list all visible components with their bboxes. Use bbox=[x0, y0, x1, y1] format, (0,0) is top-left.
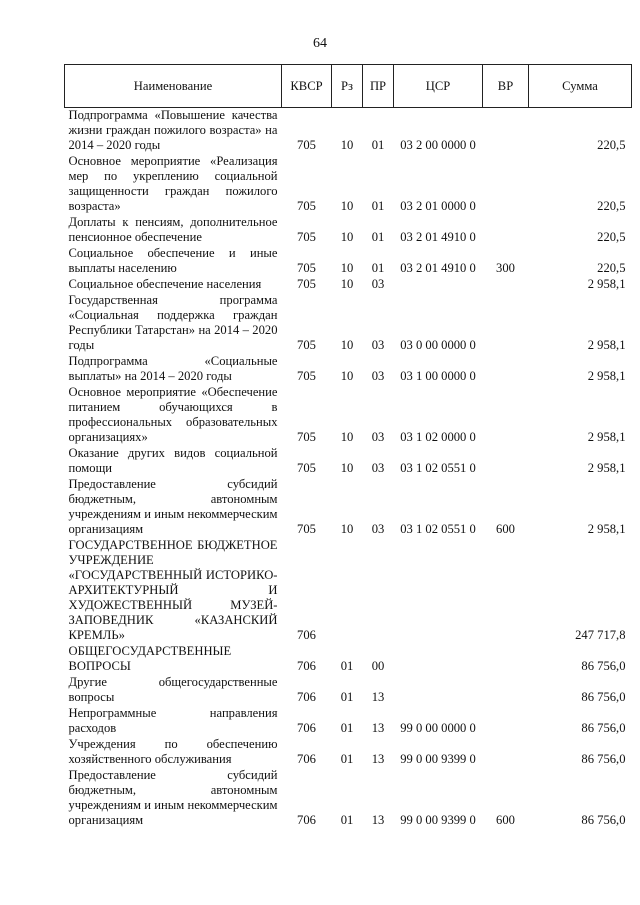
cell-name: Предоставление субсидий бюджетным, автономным учреждениям и иным некоммерческим организациям bbox=[68, 768, 278, 827]
table-row bbox=[65, 768, 632, 829]
cell-csr: 03 1 02 0551 0 bbox=[400, 522, 476, 536]
cell-csr: 03 2 01 4910 0 bbox=[400, 261, 476, 275]
cell-sum: 247 717,8 bbox=[575, 628, 626, 642]
cell-rz: 10 bbox=[340, 277, 354, 291]
cell-kvsr: 706 bbox=[297, 659, 316, 673]
cell-csr: 03 2 01 0000 0 bbox=[400, 199, 476, 213]
table-row bbox=[65, 737, 632, 768]
cell-name: ГОСУДАРСТВЕННОЕ БЮДЖЕТНОЕ УЧРЕЖДЕНИЕ «ГОСУДАРСТВЕННЫЙ ИСТОРИКО-АРХИТЕКТУРНЫЙ И ХУДОЖЕСТВЕННЫЙ МУЗЕЙ-ЗАПОВЕДНИК «КАЗАНСКИЙ КРЕМЛЬ» bbox=[68, 538, 278, 642]
cell-csr: 03 2 01 4910 0 bbox=[400, 230, 476, 244]
cell-kvsr: 705 bbox=[297, 230, 316, 244]
table-row bbox=[65, 644, 632, 675]
cell-kvsr: 705 bbox=[297, 138, 316, 152]
cell-vr bbox=[483, 675, 529, 706]
cell-kvsr: 706 bbox=[297, 721, 316, 735]
cell-name: Оказание других видов социальной помощи bbox=[68, 446, 278, 475]
header-pr: ПР bbox=[363, 65, 394, 108]
cell-sum: 220,5 bbox=[597, 199, 626, 213]
cell-sum: 2 958,1 bbox=[587, 369, 626, 383]
cell-rz: 10 bbox=[340, 338, 354, 352]
cell-csr: 99 0 00 0000 0 bbox=[400, 721, 476, 735]
cell-rz: 10 bbox=[340, 230, 354, 244]
cell-name: Основное мероприятие «Реализация мер по укреплению социальной защищенности граждан пожилого возраста» bbox=[68, 154, 278, 213]
cell-rz: 01 bbox=[340, 813, 354, 827]
table-row bbox=[65, 246, 632, 277]
cell-csr: 99 0 00 9399 0 bbox=[400, 813, 476, 827]
cell-rz: 01 bbox=[340, 690, 354, 704]
cell-pr: 13 bbox=[371, 752, 385, 766]
cell-vr bbox=[483, 737, 529, 768]
cell-csr bbox=[394, 644, 483, 675]
cell-name: Доплаты к пенсиям, дополнительное пенсионное обеспечение bbox=[68, 215, 278, 244]
cell-sum: 86 756,0 bbox=[581, 813, 626, 827]
cell-csr: 03 1 00 0000 0 bbox=[400, 369, 476, 383]
cell-rz bbox=[332, 538, 363, 644]
cell-pr: 13 bbox=[371, 690, 385, 704]
cell-pr: 03 bbox=[371, 369, 385, 383]
cell-pr: 03 bbox=[371, 338, 385, 352]
cell-vr bbox=[483, 538, 529, 644]
cell-sum: 2 958,1 bbox=[587, 338, 626, 352]
cell-rz: 01 bbox=[340, 659, 354, 673]
cell-kvsr: 706 bbox=[297, 690, 316, 704]
cell-sum: 86 756,0 bbox=[581, 721, 626, 735]
cell-vr: 300 bbox=[496, 261, 515, 275]
table-row bbox=[65, 706, 632, 737]
cell-sum: 86 756,0 bbox=[581, 690, 626, 704]
table-row bbox=[65, 154, 632, 215]
table-row bbox=[65, 446, 632, 477]
header-name: Наименование bbox=[65, 65, 282, 108]
cell-rz: 10 bbox=[340, 369, 354, 383]
cell-pr: 03 bbox=[371, 461, 385, 475]
cell-csr bbox=[394, 675, 483, 706]
cell-csr bbox=[394, 277, 483, 293]
table-row bbox=[65, 277, 632, 293]
cell-csr: 03 0 00 0000 0 bbox=[400, 338, 476, 352]
budget-table bbox=[64, 64, 632, 829]
cell-rz: 01 bbox=[340, 721, 354, 735]
cell-vr bbox=[483, 644, 529, 675]
cell-sum: 220,5 bbox=[597, 138, 626, 152]
cell-pr bbox=[363, 538, 394, 644]
cell-name: Подпрограмма «Социальные выплаты» на 2014 – 2020 годы bbox=[68, 354, 278, 383]
header-kvsr: КВСР bbox=[282, 65, 332, 108]
cell-rz: 10 bbox=[340, 522, 354, 536]
cell-name: Социальное обеспечение и иные выплаты населению bbox=[68, 246, 278, 275]
header-csr: ЦСР bbox=[394, 65, 483, 108]
cell-sum: 86 756,0 bbox=[581, 659, 626, 673]
cell-vr: 600 bbox=[496, 522, 515, 536]
cell-pr: 13 bbox=[371, 813, 385, 827]
cell-vr bbox=[483, 293, 529, 354]
cell-name: Учреждения по обеспечению хозяйственного обслуживания bbox=[68, 737, 278, 766]
cell-pr: 01 bbox=[371, 261, 385, 275]
cell-pr: 03 bbox=[371, 430, 385, 444]
cell-vr bbox=[483, 354, 529, 385]
header-rz: Рз bbox=[332, 65, 363, 108]
cell-vr bbox=[483, 706, 529, 737]
table-row bbox=[65, 675, 632, 706]
cell-pr: 01 bbox=[371, 230, 385, 244]
cell-kvsr: 706 bbox=[297, 752, 316, 766]
table-row bbox=[65, 108, 632, 155]
header-sum: Сумма bbox=[529, 65, 632, 108]
cell-name: Государственная программа «Социальная поддержка граждан Республики Татарстан» на 2014 – 2020 годы bbox=[68, 293, 278, 352]
table-body bbox=[65, 108, 632, 830]
cell-sum: 2 958,1 bbox=[587, 277, 626, 291]
cell-sum: 220,5 bbox=[597, 261, 626, 275]
cell-rz: 10 bbox=[340, 430, 354, 444]
cell-rz: 10 bbox=[340, 261, 354, 275]
cell-name: Основное мероприятие «Обеспечение питанием обучающихся в профессиональных образовательных организациях» bbox=[68, 385, 278, 444]
cell-kvsr: 705 bbox=[297, 522, 316, 536]
cell-pr: 00 bbox=[371, 659, 385, 673]
cell-name: ОБЩЕГОСУДАРСТВЕННЫЕ ВОПРОСЫ bbox=[68, 644, 232, 673]
cell-pr: 03 bbox=[371, 522, 385, 536]
cell-kvsr: 705 bbox=[297, 338, 316, 352]
cell-pr: 13 bbox=[371, 721, 385, 735]
cell-kvsr: 705 bbox=[297, 369, 316, 383]
cell-csr: 99 0 00 9399 0 bbox=[400, 752, 476, 766]
cell-csr: 03 1 02 0551 0 bbox=[400, 461, 476, 475]
cell-kvsr: 705 bbox=[297, 277, 316, 291]
cell-vr bbox=[483, 154, 529, 215]
cell-vr bbox=[483, 215, 529, 246]
cell-kvsr: 705 bbox=[297, 261, 316, 275]
table-row bbox=[65, 293, 632, 354]
cell-csr: 03 2 00 0000 0 bbox=[400, 138, 476, 152]
cell-vr bbox=[483, 446, 529, 477]
cell-rz: 10 bbox=[340, 199, 354, 213]
cell-csr: 03 1 02 0000 0 bbox=[400, 430, 476, 444]
table-row bbox=[65, 215, 632, 246]
table-row bbox=[65, 477, 632, 538]
table-row bbox=[65, 354, 632, 385]
cell-name: Предоставление субсидий бюджетным, автономным учреждениям и иным некоммерческим организациям bbox=[68, 477, 278, 536]
cell-pr: 01 bbox=[371, 138, 385, 152]
cell-kvsr: 705 bbox=[297, 430, 316, 444]
cell-name: Подпрограмма «Повышение качества жизни граждан пожилого возраста» на 2014 – 2020 годы bbox=[68, 108, 278, 152]
cell-name: Социальное обеспечение населения bbox=[68, 277, 262, 291]
cell-sum: 220,5 bbox=[597, 230, 626, 244]
table-header bbox=[65, 65, 632, 108]
cell-vr bbox=[483, 108, 529, 155]
cell-sum: 2 958,1 bbox=[587, 430, 626, 444]
cell-rz: 10 bbox=[340, 461, 354, 475]
cell-kvsr: 706 bbox=[297, 628, 316, 642]
cell-vr: 600 bbox=[496, 813, 515, 827]
cell-name: Непрограммные направления расходов bbox=[68, 706, 278, 735]
cell-sum: 2 958,1 bbox=[587, 461, 626, 475]
table-row bbox=[65, 538, 632, 644]
page-number: 64 bbox=[313, 36, 327, 51]
cell-kvsr: 705 bbox=[297, 199, 316, 213]
cell-name: Другие общегосударственные вопросы bbox=[68, 675, 278, 704]
cell-csr bbox=[394, 538, 483, 644]
table-row bbox=[65, 385, 632, 446]
cell-rz: 01 bbox=[340, 752, 354, 766]
cell-pr: 01 bbox=[371, 199, 385, 213]
header-vr: ВР bbox=[483, 65, 529, 108]
cell-rz: 10 bbox=[340, 138, 354, 152]
cell-sum: 2 958,1 bbox=[587, 522, 626, 536]
cell-kvsr: 705 bbox=[297, 461, 316, 475]
cell-pr: 03 bbox=[371, 277, 385, 291]
cell-kvsr: 706 bbox=[297, 813, 316, 827]
cell-vr bbox=[483, 277, 529, 293]
cell-sum: 86 756,0 bbox=[581, 752, 626, 766]
cell-vr bbox=[483, 385, 529, 446]
